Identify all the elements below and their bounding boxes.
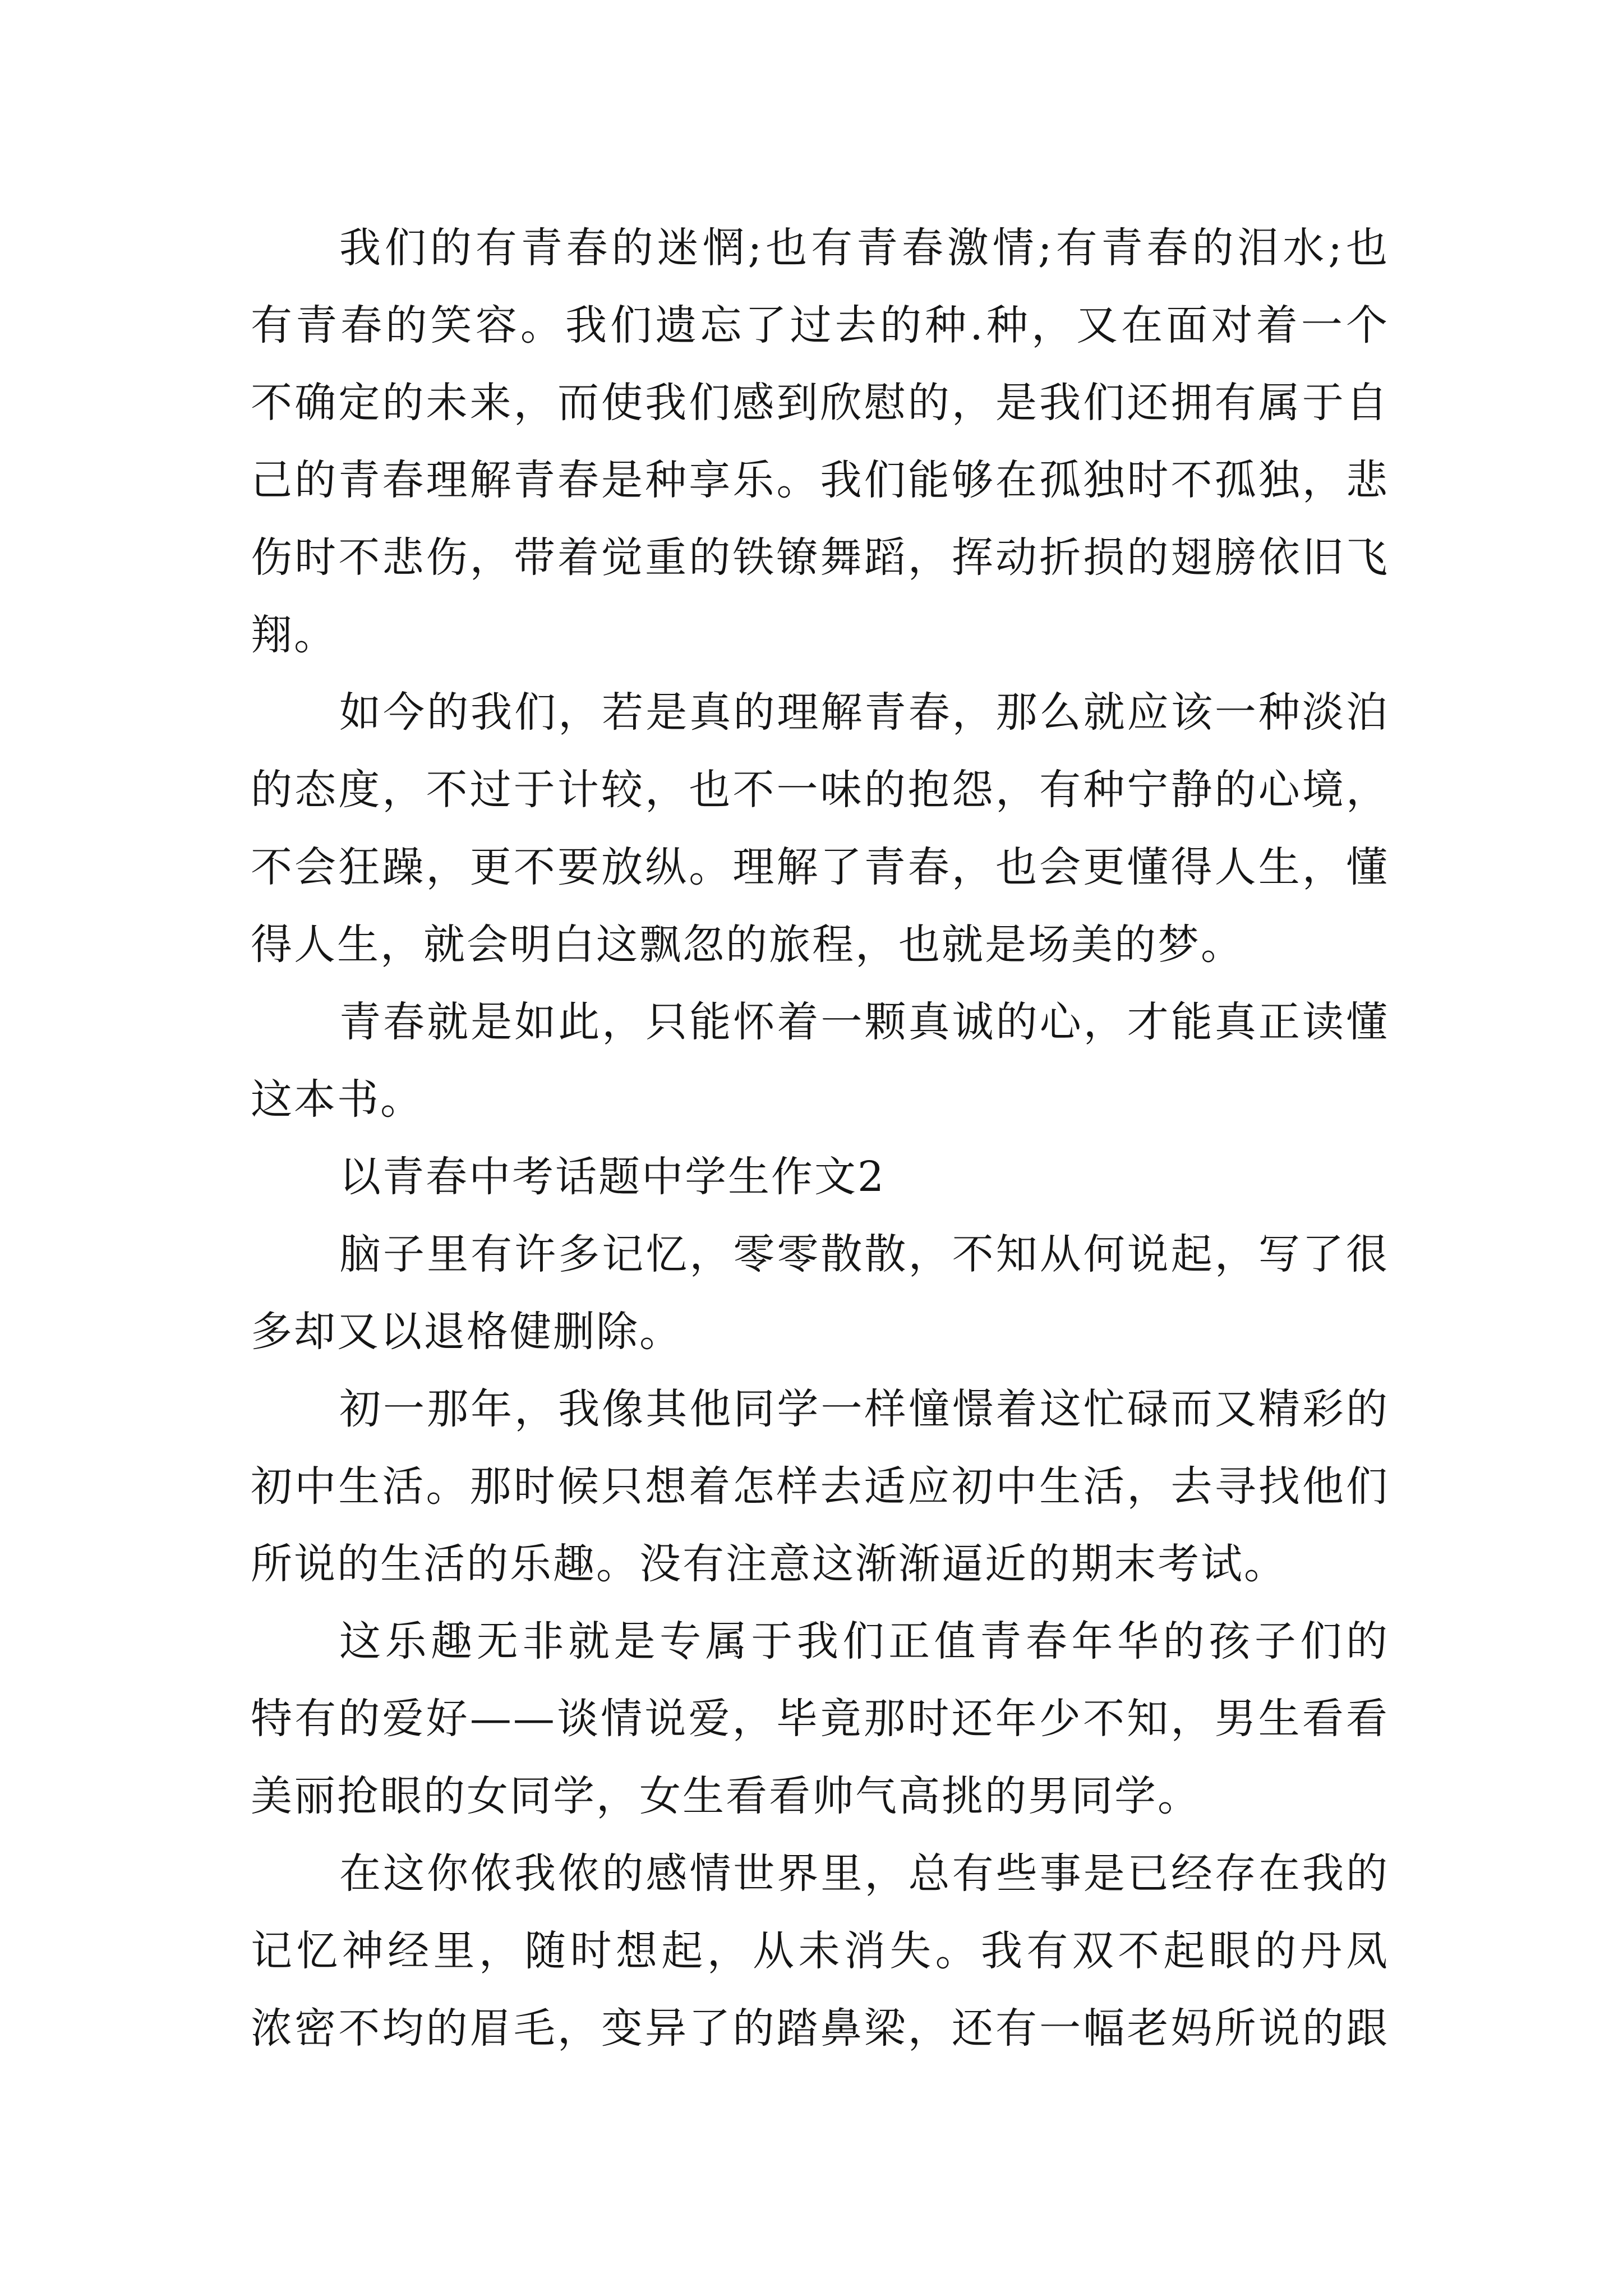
paragraph-line: 青春就是如此，只能怀着一颗真诚的心，才能真正读懂 — [339, 998, 1389, 1046]
paragraph-line: 初中生活。那时候只想着怎样去适应初中生活，去寻找他们 — [251, 1462, 1389, 1511]
paragraph-line: 脑子里有许多记忆，零零散散，不知从何说起，写了很 — [339, 1230, 1389, 1278]
paragraph-line: 不确定的未来，而使我们感到欣慰的，是我们还拥有属于自 — [251, 379, 1389, 427]
paragraph-line: 有青春的笑容。我们遗忘了过去的种.种，又在面对着一个 — [251, 301, 1389, 349]
paragraph-line: 伤时不悲伤，带着觉重的铁镣舞蹈，挥动折损的翅膀依旧飞 — [251, 533, 1389, 582]
paragraph-line: 特有的爱好——谈情说爱，毕竟那时还年少不知，男生看看 — [251, 1695, 1389, 1743]
paragraph-line: 不会狂躁，更不要放纵。理解了青春，也会更懂得人生，懂 — [251, 843, 1389, 891]
essay-title-block — [251, 1138, 1389, 1216]
paragraph-line: 多却又以退格健删除。 — [251, 1308, 683, 1356]
paragraph-line: 所说的生活的乐趣。没有注意这渐渐逼近的期末考试。 — [251, 1540, 1287, 1588]
paragraph — [251, 983, 1389, 1138]
paragraph-line: 浓密不均的眉毛，变异了的踏鼻梁，还有一幅老妈所说的跟 — [251, 2004, 1389, 2053]
paragraph-line: 得人生，就会明白这飘忽的旅程，也就是场美的梦。 — [251, 921, 1244, 969]
paragraph-line: 的态度，不过于计较，也不一味的抱怨，有种宁静的心境， — [251, 766, 1389, 814]
paragraph-line: 翔。 — [251, 611, 337, 659]
paragraph-line: 己的青春理解青春是种享乐。我们能够在孤独时不孤独，悲 — [251, 456, 1389, 504]
paragraph-line: 这本书。 — [251, 1075, 423, 1124]
paragraph — [251, 1603, 1389, 1835]
paragraph-line: 美丽抢眼的女同学，女生看看帅气高挑的男同学。 — [251, 1772, 1201, 1820]
document-body — [251, 209, 1389, 2067]
paragraph-line: 初一那年，我像其他同学一样憧憬着这忙碌而又精彩的 — [339, 1385, 1389, 1433]
paragraph — [251, 1216, 1389, 1370]
paragraph-line: 记忆神经里，随时想起，从未消失。我有双不起眼的丹凤 — [251, 1927, 1389, 1975]
paragraph-line: 如今的我们，若是真的理解青春，那么就应该一种淡泊 — [339, 688, 1389, 737]
paragraph — [251, 1370, 1389, 1603]
paragraph — [251, 674, 1389, 983]
paragraph — [251, 1835, 1389, 2067]
essay-title: 以青春中考话题中学生作文2 — [339, 1153, 886, 1201]
paragraph — [251, 209, 1389, 674]
paragraph-line: 我们的有青春的迷惘;也有青春激情;有青春的泪水;也 — [339, 224, 1389, 272]
paragraph-line: 这乐趣无非就是专属于我们正值青春年华的孩子们的 — [339, 1617, 1389, 1665]
paragraph-line: 在这你侬我侬的感情世界里，总有些事是已经存在我的 — [339, 1849, 1389, 1898]
